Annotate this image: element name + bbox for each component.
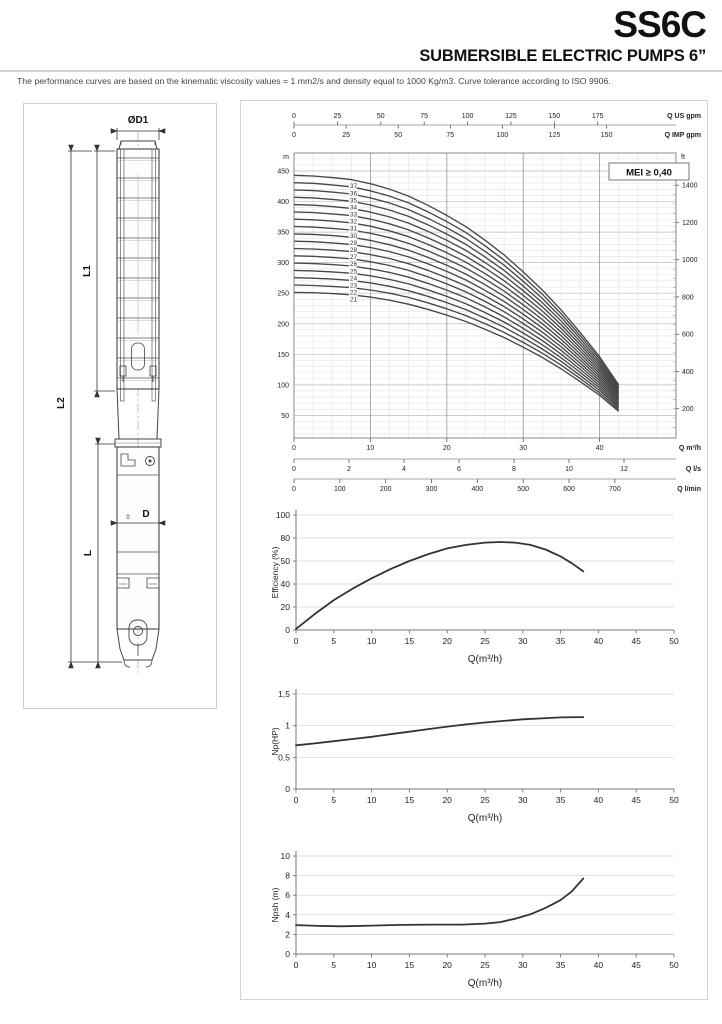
svg-text:50: 50 bbox=[669, 636, 679, 646]
svg-text:D: D bbox=[142, 509, 150, 520]
svg-text:50: 50 bbox=[281, 412, 289, 420]
title-block bbox=[419, 5, 706, 66]
svg-text:24: 24 bbox=[349, 275, 358, 283]
svg-text:700: 700 bbox=[609, 486, 621, 493]
svg-text:1400: 1400 bbox=[682, 182, 698, 190]
npsh-chart-curve bbox=[296, 879, 583, 927]
performance-note: The performance curves are based on the kinematic viscosity values = 1 mm2/s and density equal to 1000 Kg/m3. Curve tolerance according to ISO 9906. bbox=[17, 76, 611, 86]
svg-text:◊: ◊ bbox=[126, 514, 130, 521]
svg-text:15: 15 bbox=[404, 960, 415, 970]
svg-text:1200: 1200 bbox=[682, 219, 698, 227]
svg-text:300: 300 bbox=[277, 260, 289, 268]
svg-text:25: 25 bbox=[480, 960, 490, 970]
header-divider bbox=[0, 70, 722, 72]
svg-text:50: 50 bbox=[280, 556, 290, 566]
svg-text:20: 20 bbox=[442, 795, 452, 805]
svg-text:35: 35 bbox=[555, 636, 566, 646]
svg-text:4: 4 bbox=[402, 466, 406, 473]
svg-text:20: 20 bbox=[442, 636, 452, 646]
svg-text:6: 6 bbox=[285, 890, 290, 901]
svg-text:350: 350 bbox=[277, 229, 289, 237]
svg-text:Q l/min: Q l/min bbox=[677, 486, 701, 493]
svg-text:10: 10 bbox=[366, 795, 377, 805]
svg-text:29: 29 bbox=[349, 239, 358, 247]
svg-text:75: 75 bbox=[420, 113, 429, 120]
svg-text:50: 50 bbox=[669, 795, 679, 805]
svg-text:30: 30 bbox=[349, 232, 358, 240]
svg-text:Q IMP gpm: Q IMP gpm bbox=[664, 132, 701, 139]
svg-text:30: 30 bbox=[518, 795, 528, 805]
svg-text:25: 25 bbox=[342, 132, 351, 139]
svg-text:100: 100 bbox=[277, 382, 289, 390]
svg-text:250: 250 bbox=[277, 290, 289, 298]
svg-text:Q m³/h: Q m³/h bbox=[678, 445, 701, 452]
svg-text:0: 0 bbox=[292, 113, 296, 120]
svg-text:4: 4 bbox=[285, 909, 290, 920]
svg-text:30: 30 bbox=[518, 636, 528, 646]
svg-text:8: 8 bbox=[512, 466, 516, 473]
svg-text:28: 28 bbox=[349, 246, 358, 254]
svg-text:10: 10 bbox=[366, 636, 377, 646]
svg-text:2: 2 bbox=[285, 929, 290, 940]
pump-outline-drawing bbox=[24, 104, 214, 705]
svg-text:450: 450 bbox=[277, 168, 289, 176]
svg-text:400: 400 bbox=[277, 199, 289, 207]
svg-text:45: 45 bbox=[631, 795, 641, 805]
svg-text:200: 200 bbox=[277, 321, 289, 329]
svg-text:75: 75 bbox=[446, 132, 455, 139]
svg-text:23: 23 bbox=[349, 282, 358, 290]
svg-text:0: 0 bbox=[293, 636, 299, 646]
svg-text:150: 150 bbox=[600, 132, 613, 139]
svg-text:L: L bbox=[83, 549, 94, 557]
svg-text:25: 25 bbox=[333, 113, 342, 120]
svg-text:25: 25 bbox=[480, 795, 490, 805]
svg-text:175: 175 bbox=[591, 113, 604, 120]
svg-text:0: 0 bbox=[292, 486, 296, 493]
svg-text:500: 500 bbox=[517, 486, 530, 493]
svg-text:ØD1: ØD1 bbox=[127, 115, 149, 126]
svg-text:1: 1 bbox=[285, 720, 290, 731]
svg-text:Q US gpm: Q US gpm bbox=[667, 113, 701, 120]
svg-text:0: 0 bbox=[293, 795, 299, 805]
svg-text:125: 125 bbox=[548, 132, 561, 139]
svg-text:45: 45 bbox=[631, 636, 641, 646]
svg-text:12: 12 bbox=[620, 466, 628, 473]
svg-text:0: 0 bbox=[292, 132, 296, 139]
head-curve-36-stages bbox=[294, 183, 619, 387]
svg-text:Np(HP): Np(HP) bbox=[270, 727, 280, 756]
pump-drawing-panel bbox=[23, 103, 217, 709]
svg-text:10: 10 bbox=[366, 960, 377, 970]
svg-text:300: 300 bbox=[425, 486, 438, 493]
svg-text:200: 200 bbox=[682, 406, 694, 414]
power-chart bbox=[270, 689, 679, 824]
svg-text:0: 0 bbox=[292, 466, 296, 473]
charts-panel bbox=[240, 100, 708, 1000]
svg-text:35: 35 bbox=[555, 795, 566, 805]
svg-text:Q(m³/h): Q(m³/h) bbox=[467, 813, 503, 824]
svg-text:32: 32 bbox=[349, 218, 358, 226]
svg-text:40: 40 bbox=[593, 636, 604, 646]
svg-text:31: 31 bbox=[349, 225, 358, 233]
mei-badge bbox=[609, 163, 689, 180]
svg-text:MEI ≥ 0,40: MEI ≥ 0,40 bbox=[626, 167, 672, 179]
pump-outline bbox=[56, 115, 161, 676]
svg-text:L2: L2 bbox=[56, 397, 67, 409]
svg-text:m: m bbox=[283, 154, 289, 161]
svg-text:22: 22 bbox=[349, 289, 358, 297]
svg-text:Efficiency (%): Efficiency (%) bbox=[270, 546, 280, 599]
svg-text:20: 20 bbox=[442, 960, 452, 970]
svg-text:Q(m³/h): Q(m³/h) bbox=[467, 654, 503, 665]
svg-text:30: 30 bbox=[519, 445, 528, 452]
svg-text:15: 15 bbox=[404, 636, 415, 646]
svg-text:L1: L1 bbox=[82, 265, 93, 277]
head-curve-24-stages bbox=[294, 270, 619, 406]
svg-text:50: 50 bbox=[394, 132, 403, 139]
svg-text:40: 40 bbox=[595, 445, 604, 452]
svg-text:2: 2 bbox=[347, 466, 351, 473]
svg-text:400: 400 bbox=[471, 486, 484, 493]
svg-text:36: 36 bbox=[349, 190, 358, 198]
svg-text:45: 45 bbox=[631, 960, 641, 970]
svg-text:25: 25 bbox=[349, 268, 358, 276]
svg-text:33: 33 bbox=[349, 211, 358, 219]
svg-text:ft: ft bbox=[681, 154, 685, 161]
svg-text:600: 600 bbox=[682, 331, 694, 339]
page-title: SS6C bbox=[613, 4, 706, 45]
svg-text:8: 8 bbox=[285, 870, 290, 881]
svg-text:100: 100 bbox=[461, 113, 474, 120]
svg-text:Q(m³/h): Q(m³/h) bbox=[467, 978, 503, 989]
efficiency-chart-curve bbox=[296, 542, 583, 629]
svg-text:80: 80 bbox=[280, 533, 290, 543]
svg-text:20: 20 bbox=[442, 445, 451, 452]
svg-text:40: 40 bbox=[280, 579, 290, 589]
main-pump-chart bbox=[277, 113, 701, 493]
svg-text:27: 27 bbox=[349, 254, 358, 262]
svg-text:40: 40 bbox=[593, 795, 604, 805]
svg-text:400: 400 bbox=[682, 368, 694, 376]
head-curve-26-stages bbox=[294, 256, 619, 403]
svg-text:20: 20 bbox=[280, 602, 290, 612]
svg-text:25: 25 bbox=[480, 636, 490, 646]
svg-text:5: 5 bbox=[331, 636, 337, 646]
svg-text:Q l/s: Q l/s bbox=[685, 466, 701, 473]
svg-text:40: 40 bbox=[593, 960, 604, 970]
svg-text:600: 600 bbox=[563, 486, 575, 493]
svg-text:0: 0 bbox=[293, 960, 299, 970]
svg-text:1000: 1000 bbox=[682, 257, 698, 265]
svg-text:200: 200 bbox=[379, 486, 392, 493]
page-subtitle: SUBMERSIBLE ELECTRIC PUMPS 6” bbox=[419, 47, 706, 65]
svg-text:10: 10 bbox=[280, 851, 290, 861]
svg-text:15: 15 bbox=[404, 795, 415, 805]
svg-text:6: 6 bbox=[457, 466, 461, 473]
svg-text:100: 100 bbox=[496, 132, 509, 139]
svg-text:10: 10 bbox=[565, 466, 573, 473]
svg-text:Npsh (m): Npsh (m) bbox=[270, 887, 280, 923]
svg-text:35: 35 bbox=[555, 960, 566, 970]
svg-text:0: 0 bbox=[285, 949, 290, 959]
svg-text:125: 125 bbox=[505, 113, 517, 120]
svg-text:800: 800 bbox=[682, 294, 694, 302]
svg-text:0: 0 bbox=[292, 445, 296, 452]
svg-text:21: 21 bbox=[349, 296, 358, 304]
svg-text:10: 10 bbox=[366, 445, 375, 452]
performance-charts bbox=[241, 101, 704, 996]
svg-text:34: 34 bbox=[349, 204, 358, 212]
svg-text:0: 0 bbox=[285, 625, 290, 635]
svg-text:0,5: 0,5 bbox=[278, 752, 290, 763]
svg-text:150: 150 bbox=[277, 351, 289, 359]
svg-text:100: 100 bbox=[275, 510, 290, 520]
svg-text:50: 50 bbox=[669, 960, 679, 970]
svg-text:26: 26 bbox=[349, 261, 358, 269]
svg-text:35: 35 bbox=[349, 197, 358, 205]
svg-text:5: 5 bbox=[331, 960, 337, 970]
svg-text:0: 0 bbox=[285, 784, 290, 794]
svg-text:37: 37 bbox=[349, 183, 358, 191]
svg-text:150: 150 bbox=[548, 113, 561, 120]
svg-text:1,5: 1,5 bbox=[278, 689, 290, 699]
svg-text:30: 30 bbox=[518, 960, 528, 970]
efficiency-chart bbox=[270, 510, 679, 665]
svg-text:100: 100 bbox=[333, 486, 346, 493]
svg-text:5: 5 bbox=[331, 795, 337, 805]
power-chart-curve bbox=[296, 717, 583, 745]
npsh-chart bbox=[270, 851, 679, 989]
svg-text:50: 50 bbox=[376, 113, 385, 120]
head-curve-23-stages bbox=[294, 278, 619, 408]
